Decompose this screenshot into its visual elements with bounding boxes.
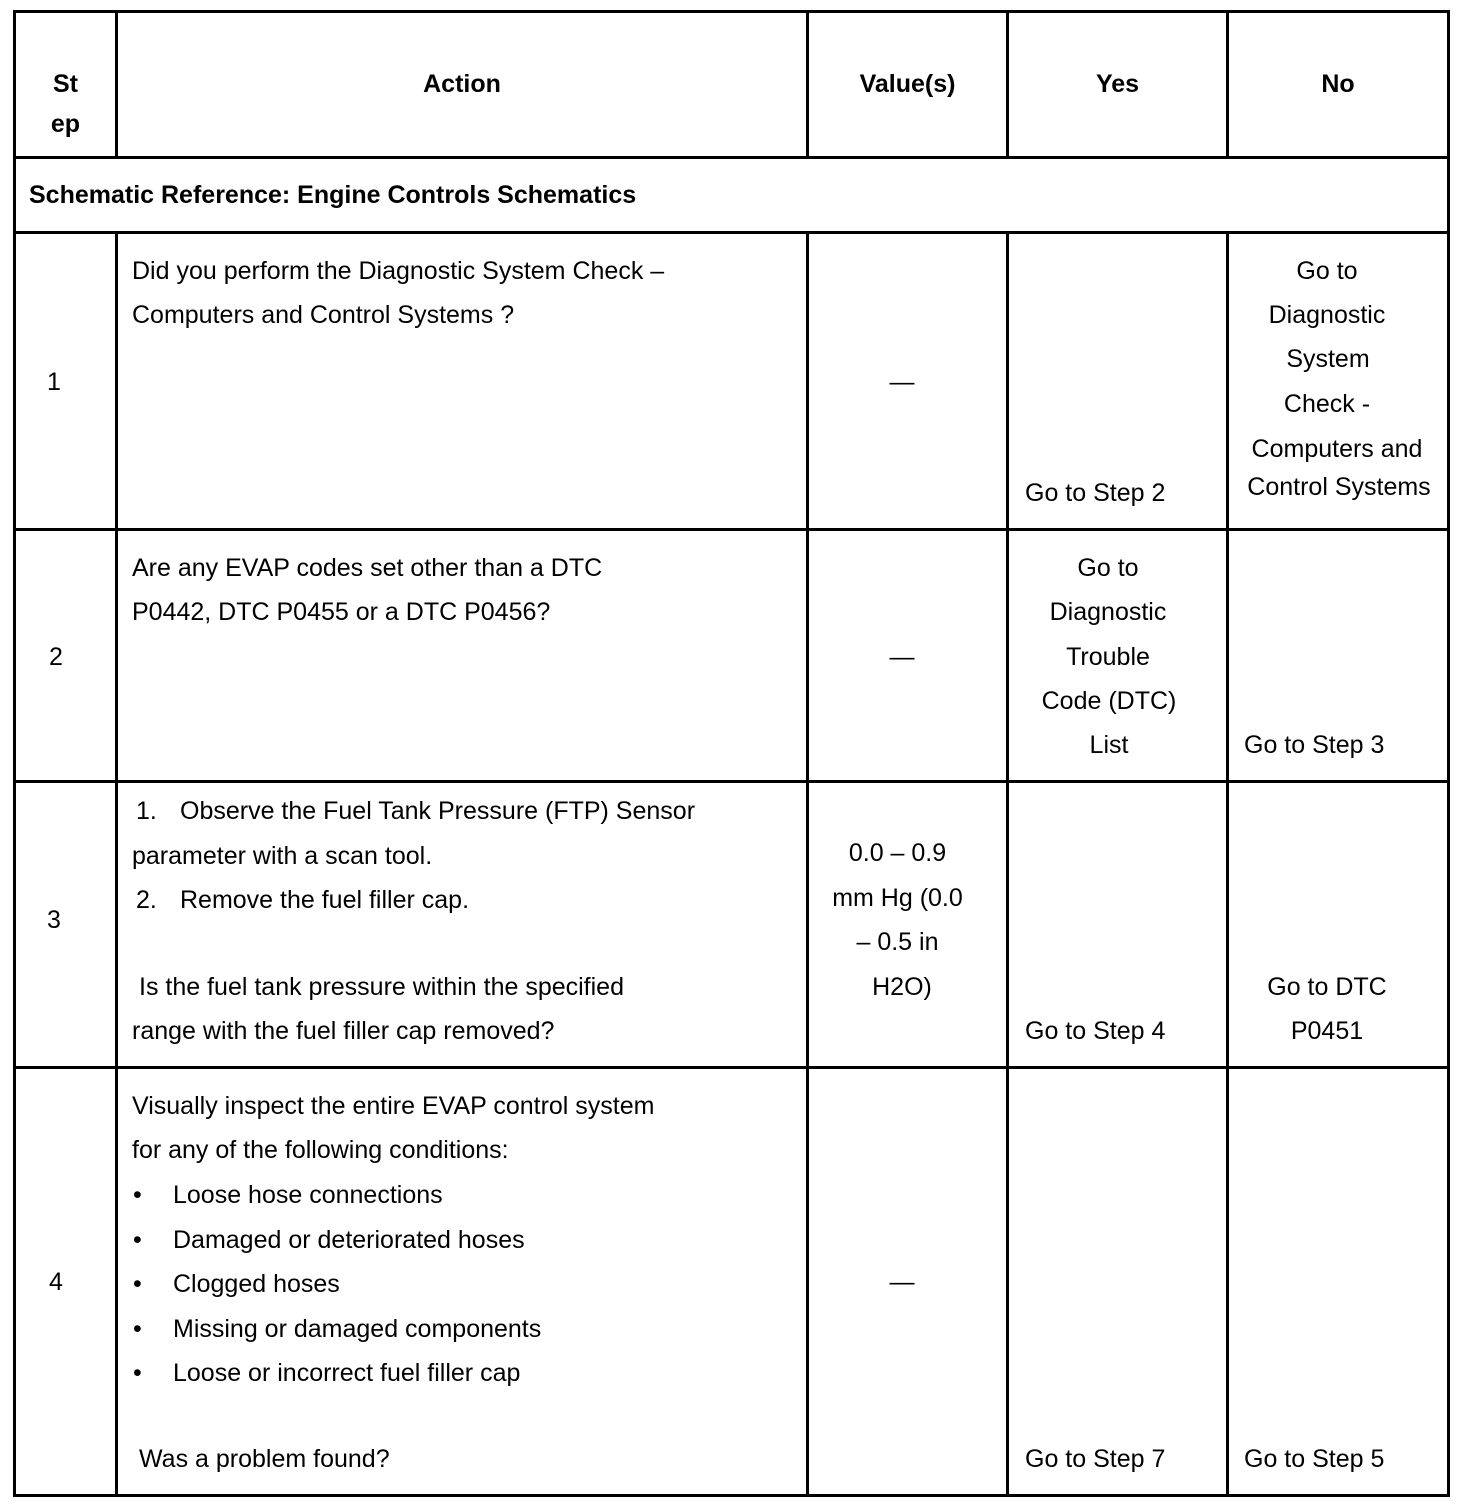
row2-yes-line3: Trouble: [1066, 643, 1150, 671]
bullet-text: Clogged hoses: [173, 1270, 340, 1298]
header-divider: [13, 156, 1450, 159]
row3-value-line3: – 0.5 in: [856, 928, 939, 956]
row2-value: —: [889, 643, 915, 671]
row1-no-line5: Computers and: [1251, 435, 1423, 463]
row3-item1-line1: Observe the Fuel Tank Pressure (FTP) Sensor: [180, 797, 696, 825]
row3-value-line1: 0.0 – 0.9: [848, 839, 947, 867]
list-item: [133, 1351, 793, 1396]
list-item: [133, 1173, 793, 1218]
row3-divider: [13, 1066, 1450, 1069]
row2-yes-line1: Go to: [1077, 554, 1139, 582]
bullet-glyph: •: [133, 1270, 142, 1298]
row3-value-line2: mm Hg (0.0: [832, 884, 963, 912]
row4-yes: Go to Step 7: [1025, 1445, 1166, 1473]
row2-yes-line4: Code (DTC): [1041, 687, 1177, 715]
bullet-text: Loose or incorrect fuel filler cap: [173, 1359, 521, 1387]
row3-question-line1: Is the fuel tank pressure within the specified: [139, 973, 624, 1001]
row3-item2-num: 2.: [136, 886, 157, 914]
row3-no-line2: P0451: [1290, 1017, 1364, 1045]
row4-intro-line2: for any of the following conditions:: [132, 1136, 509, 1164]
header-action: Action: [423, 70, 501, 98]
bullet-text: Damaged or deteriorated hoses: [173, 1225, 525, 1254]
row1-value: —: [889, 368, 915, 396]
table-border-bottom: [13, 1494, 1450, 1497]
bullet-glyph: •: [133, 1181, 142, 1209]
row2-yes-line5: List: [1089, 731, 1129, 759]
row2-action-line1: Are any EVAP codes set other than a DTC: [132, 554, 603, 582]
col-divider-values-body: [1006, 231, 1009, 1497]
list-item: [133, 1262, 793, 1307]
row3-value-line4: H2O): [872, 973, 932, 1001]
row3-item2-line1: Remove the fuel filler cap.: [180, 886, 470, 914]
row1-no-line4: Check -: [1283, 390, 1371, 418]
bullet-glyph: •: [133, 1359, 142, 1387]
row3-item1-num: 1.: [136, 797, 157, 825]
row1-divider: [13, 528, 1450, 531]
col-divider-step-body: [115, 231, 118, 1497]
row2-yes-line2: Diagnostic: [1049, 598, 1167, 626]
row3-question-line2: range with the fuel filler cap removed?: [132, 1017, 555, 1045]
reference-divider: [13, 231, 1450, 234]
header-no: No: [1321, 70, 1355, 98]
row1-yes: Go to Step 2: [1025, 479, 1166, 507]
row3-yes: Go to Step 4: [1025, 1017, 1166, 1045]
row3-item1-line2: parameter with a scan tool.: [132, 842, 433, 870]
header-yes: Yes: [1095, 70, 1140, 98]
bullet-text: Loose hose connections: [173, 1181, 443, 1209]
row2-step: 2: [49, 643, 63, 671]
row4-value: —: [889, 1268, 915, 1296]
row2-no: Go to Step 3: [1244, 731, 1385, 759]
row4-condition-list: [133, 1173, 793, 1396]
row1-action-line1: Did you perform the Diagnostic System Check –: [132, 257, 665, 285]
table-border-top: [13, 10, 1450, 13]
row3-step: 3: [47, 906, 61, 934]
header-step-line2: ep: [50, 110, 81, 138]
row3-no-line1: Go to DTC: [1267, 973, 1387, 1001]
list-item: [133, 1218, 793, 1263]
row4-no: Go to Step 5: [1244, 1445, 1385, 1473]
row1-no-line2: Diagnostic: [1268, 301, 1386, 329]
bullet-glyph: •: [133, 1314, 142, 1343]
row1-no-line3: System: [1286, 345, 1370, 373]
row1-action-line2: Computers and Control Systems ?: [132, 301, 515, 329]
bullet-text: Missing or damaged components: [173, 1314, 542, 1343]
row4-question: Was a problem found?: [139, 1445, 390, 1473]
row2-divider: [13, 780, 1450, 783]
header-step-line1: St: [53, 70, 78, 98]
table-border-right: [1447, 10, 1450, 1497]
bullet-glyph: •: [133, 1225, 142, 1254]
row1-no-line1: Go to: [1296, 257, 1358, 285]
row1-step: 1: [47, 368, 61, 396]
row4-step: 4: [49, 1268, 63, 1296]
list-item: [133, 1307, 793, 1352]
header-values: Value(s): [859, 70, 956, 98]
schematic-reference: Schematic Reference: Engine Controls Schematics: [29, 181, 637, 209]
row4-intro-line1: Visually inspect the entire EVAP control system: [132, 1092, 655, 1120]
row2-action-line2: P0442, DTC P0455 or a DTC P0456?: [132, 598, 551, 626]
row1-no-line6: Control Systems: [1247, 473, 1431, 501]
